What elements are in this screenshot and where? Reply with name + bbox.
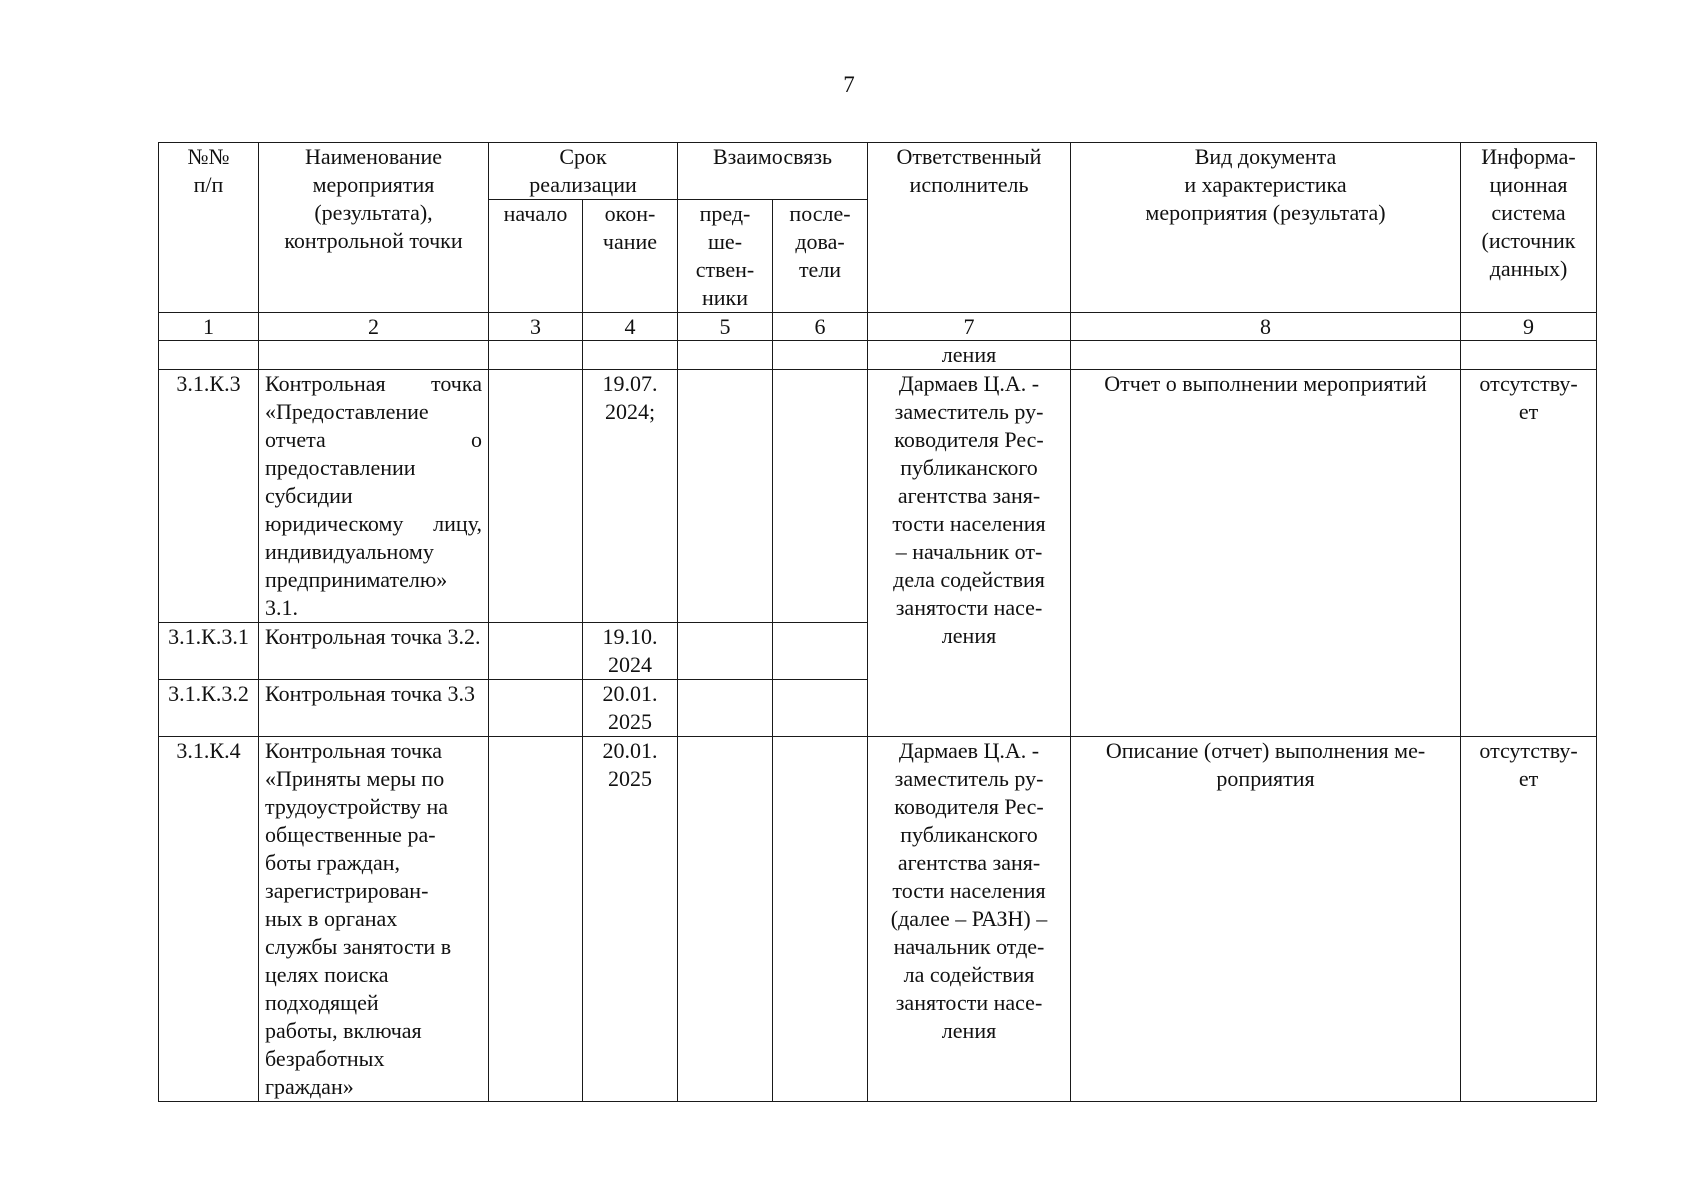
table-row — [159, 737, 1597, 1102]
row-next — [773, 370, 868, 623]
row-prev — [678, 680, 773, 737]
row-end: 19.07. 2024; — [583, 370, 678, 623]
table-row — [159, 370, 1597, 623]
row-next — [773, 680, 868, 737]
cell-empty — [678, 341, 773, 370]
header-num: №№ п/п — [159, 143, 259, 313]
row-start — [489, 370, 583, 623]
row-start — [489, 623, 583, 680]
row-responsible: Дармаев Ц.А. - заместитель ру- ководителя Рес- публиканского агентства заня- тости населения – начальник от- дела содействия занятости насе- ления — [868, 370, 1071, 737]
header-term-start: начало — [489, 200, 583, 313]
continuation-row — [159, 341, 1597, 370]
continuation-responsible: ления — [868, 341, 1071, 370]
cell-empty — [259, 341, 489, 370]
column-number: 3 — [489, 313, 583, 341]
row-prev — [678, 623, 773, 680]
row-info-system: отсутству- ет — [1461, 737, 1597, 1102]
header-row-top — [159, 143, 1597, 200]
cell-empty — [773, 341, 868, 370]
column-number: 4 — [583, 313, 678, 341]
row-num: 3.1.К.4 — [159, 737, 259, 1102]
column-number: 6 — [773, 313, 868, 341]
row-end: 20.01. 2025 — [583, 680, 678, 737]
header-relation: Взаимосвязь — [678, 143, 868, 200]
column-number: 1 — [159, 313, 259, 341]
cell-empty — [489, 341, 583, 370]
column-number: 7 — [868, 313, 1071, 341]
row-next — [773, 623, 868, 680]
row-next — [773, 737, 868, 1102]
row-prev — [678, 737, 773, 1102]
header-term-end: окон- чание — [583, 200, 678, 313]
row-name: Контрольная точка 3.3 — [259, 680, 489, 737]
header-info-system: Информа- ционная система (источник данных) — [1461, 143, 1597, 313]
row-name: Контрольная точка «Предоставление отчета о предоставлении субсидии юридическому лицу, индивидуальному предпринимателю» 3.1. — [259, 370, 489, 623]
row-name: Контрольная точка «Приняты меры по трудоустройству на общественные ра- боты граждан, зарегистрирован- ных в органах службы занятости в целях поиска подходящей работы, включая безработных граждан» — [259, 737, 489, 1102]
column-number: 2 — [259, 313, 489, 341]
row-end: 20.01. 2025 — [583, 737, 678, 1102]
row-num: 3.1.К.3.1 — [159, 623, 259, 680]
header-relation-next: после- дова- тели — [773, 200, 868, 313]
header-relation-prev: пред- ше- ствен- ники — [678, 200, 773, 313]
row-doc: Описание (отчет) выполнения ме- роприятия — [1071, 737, 1461, 1102]
row-num: 3.1.К.3 — [159, 370, 259, 623]
header-term: Срок реализации — [489, 143, 678, 200]
page-number: 7 — [843, 72, 855, 97]
row-info-system: отсутству- ет — [1461, 370, 1597, 737]
column-number: 9 — [1461, 313, 1597, 341]
cell-empty — [1071, 341, 1461, 370]
row-prev — [678, 370, 773, 623]
column-number: 8 — [1071, 313, 1461, 341]
column-number: 5 — [678, 313, 773, 341]
row-end: 19.10. 2024 — [583, 623, 678, 680]
column-numbers-row — [159, 313, 1597, 341]
header-name: Наименование мероприятия (результата), контрольной точки — [259, 143, 489, 313]
row-doc: Отчет о выполнении мероприятий — [1071, 370, 1461, 737]
header-doc-type: Вид документа и характеристика мероприятия (результата) — [1071, 143, 1461, 313]
activity-plan-table — [158, 142, 1597, 1102]
cell-empty — [159, 341, 259, 370]
cell-empty — [1461, 341, 1597, 370]
header-responsible: Ответственный исполнитель — [868, 143, 1071, 313]
row-responsible: Дармаев Ц.А. - заместитель ру- ководителя Рес- публиканского агентства заня- тости населения (далее – РАЗН) – начальник отде- ла содействия занятости насе- ления — [868, 737, 1071, 1102]
row-start — [489, 737, 583, 1102]
row-start — [489, 680, 583, 737]
cell-empty — [583, 341, 678, 370]
row-name: Контрольная точка 3.2. — [259, 623, 489, 680]
row-num: 3.1.К.3.2 — [159, 680, 259, 737]
